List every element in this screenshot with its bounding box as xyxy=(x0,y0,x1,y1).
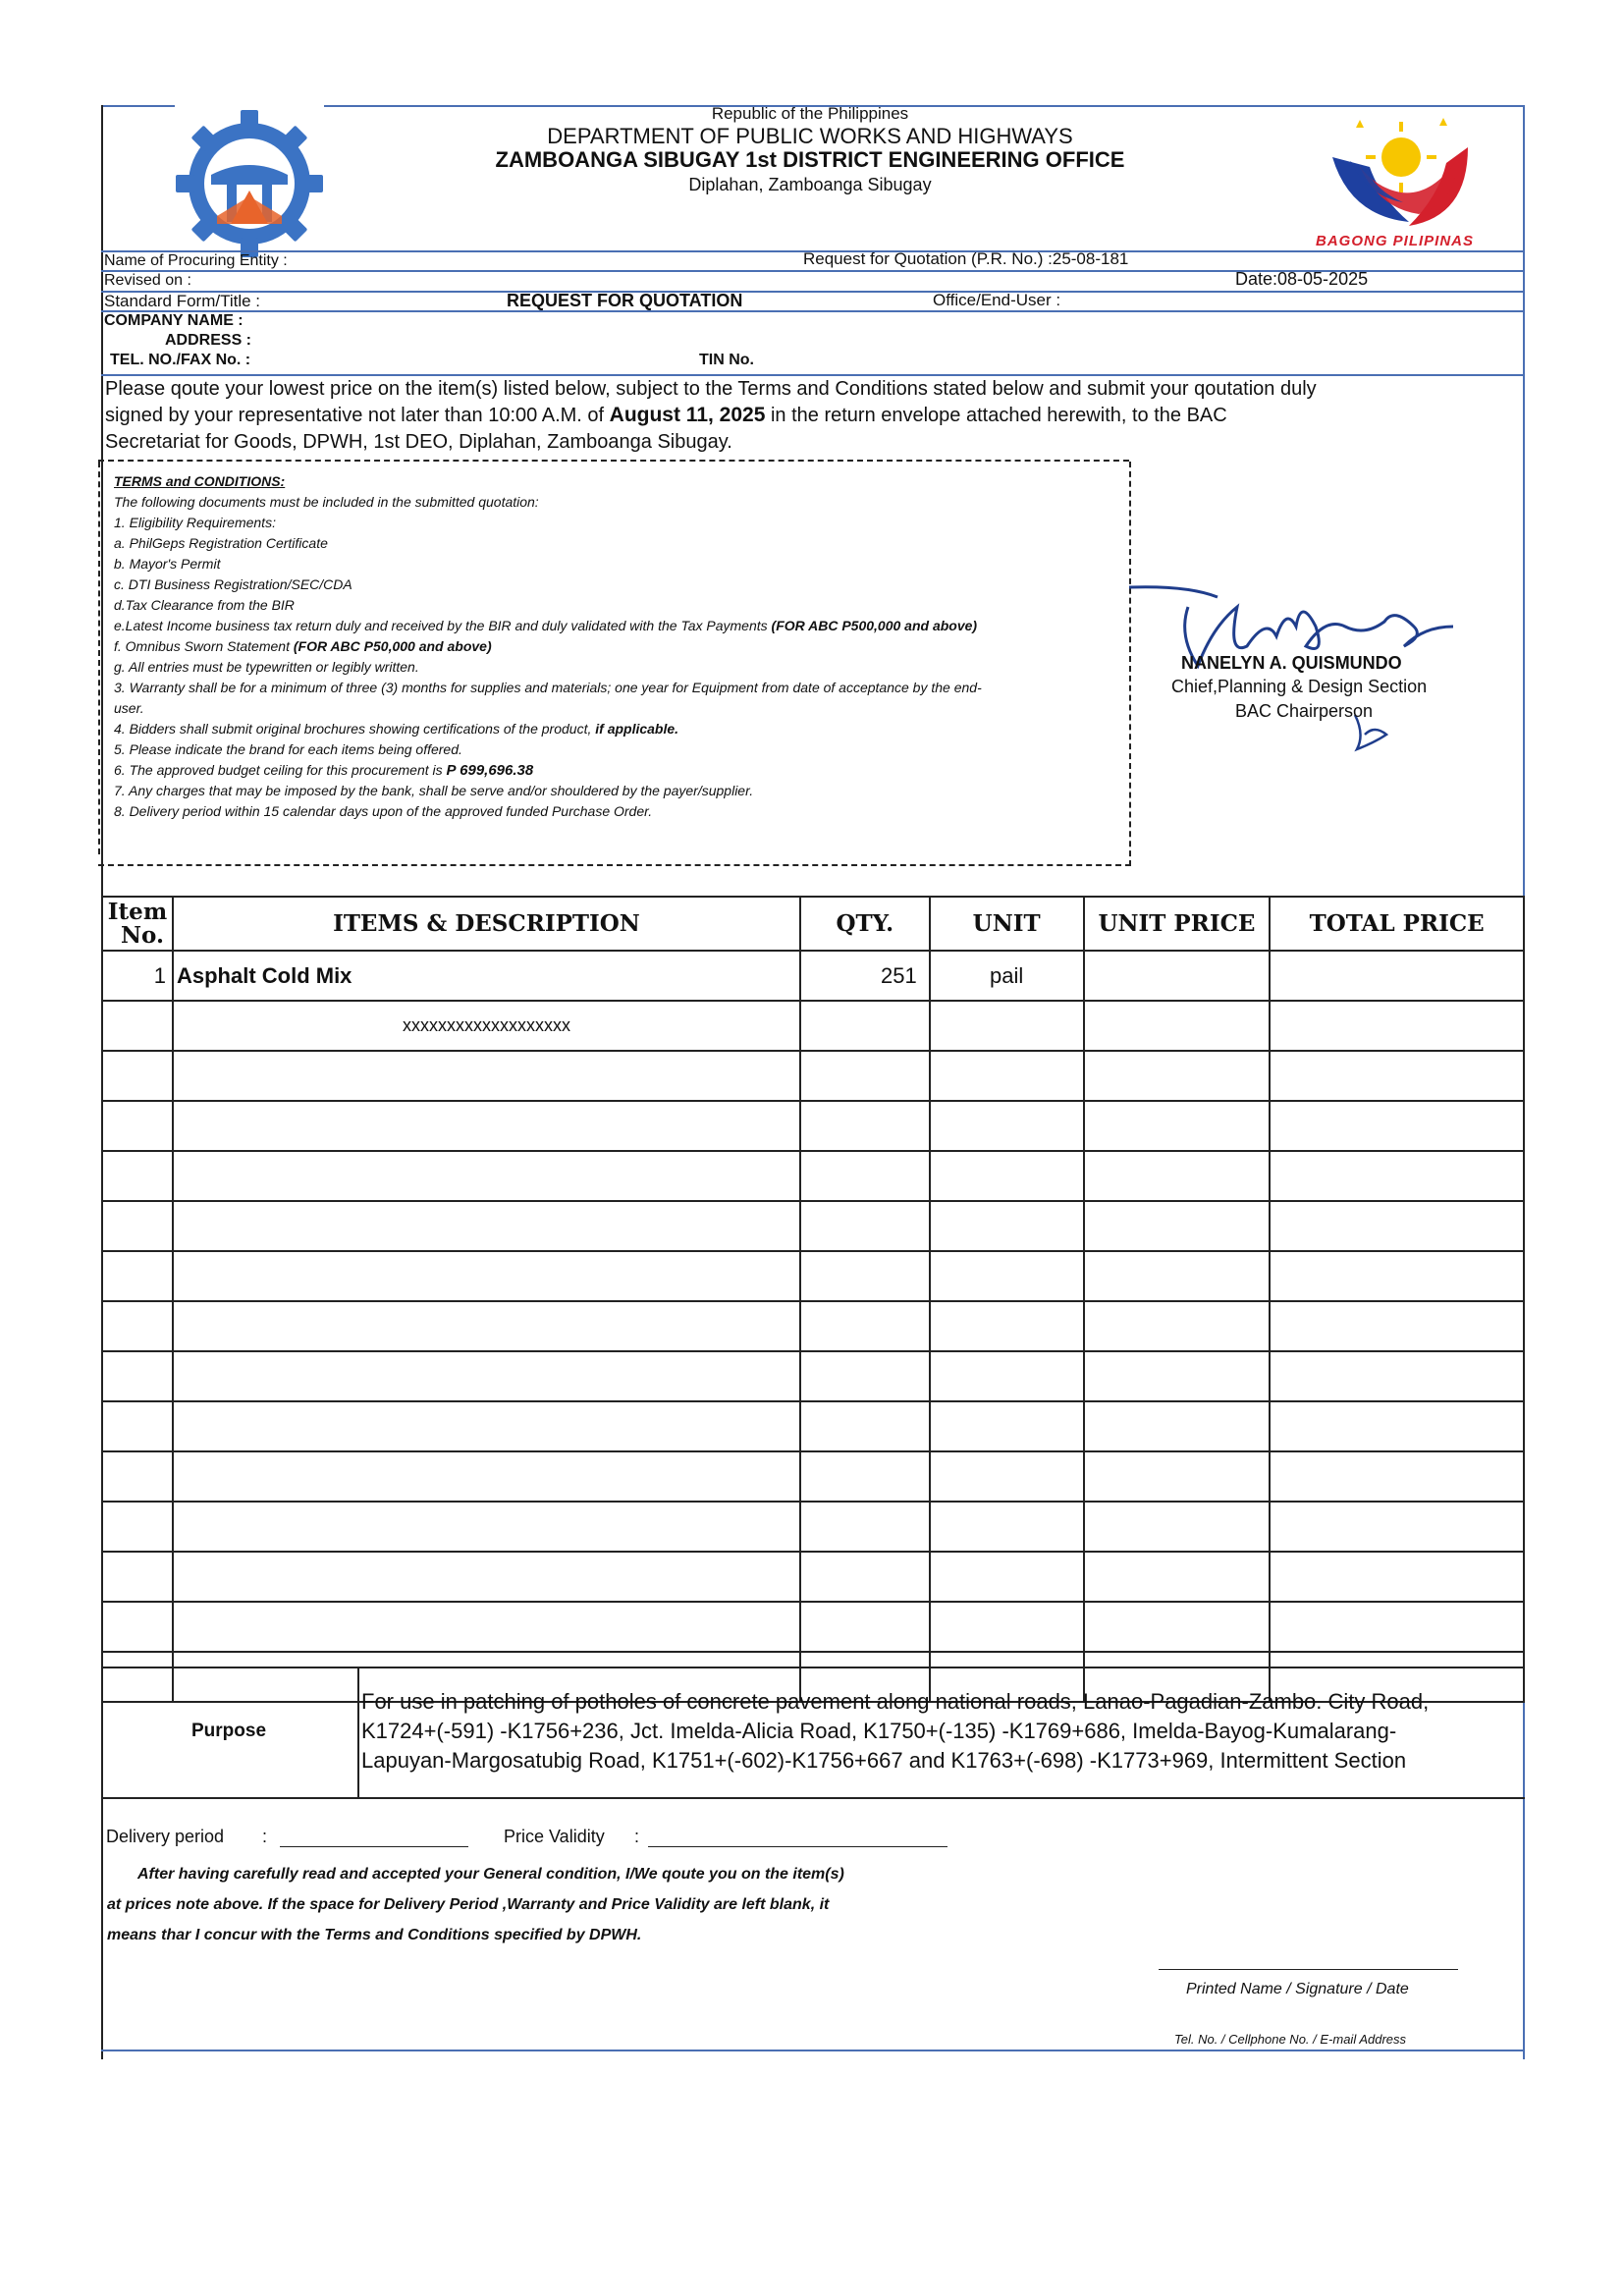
terms-line-6-bold: (FOR ABC P500,000 and above) xyxy=(771,618,978,633)
statement-line-1: After having carefully read and accepted your General condition, I/We qoute you on the item(s) xyxy=(137,1866,844,1883)
item-description-cell: xxxxxxxxxxxxxxxxxxx xyxy=(173,1001,800,1051)
unit-price-input[interactable] xyxy=(1084,1001,1271,1051)
col-header-description: ITEMS & DESCRIPTION xyxy=(173,897,800,951)
terms-line-8: g. All entries must be typewritten or legibly written. xyxy=(114,659,419,675)
terms-line-2: a. PhilGeps Registration Certificate xyxy=(114,535,328,551)
terms-line-13-text: 6. The approved budget ceiling for this procurement is xyxy=(114,762,443,778)
table-row xyxy=(102,1502,1524,1552)
item-description-cell xyxy=(173,1351,800,1401)
signatory-name: NANELYN A. QUISMUNDO xyxy=(1181,653,1402,673)
purpose-bottom-rule xyxy=(101,1797,1525,1799)
table-row xyxy=(102,1351,1524,1401)
statement-line-2: at prices note above. If the space for Delivery Period ,Warranty and Price Validity are left blank, it xyxy=(107,1896,830,1913)
price-validity-label: Price Validity xyxy=(504,1827,605,1846)
table-row xyxy=(102,1201,1524,1251)
total-price-input[interactable] xyxy=(1270,1552,1524,1602)
intro-line-2-pre: signed by your representative not later than 10:00 A.M. of xyxy=(105,405,610,426)
table-row xyxy=(102,1051,1524,1101)
item-description-cell xyxy=(173,1401,800,1451)
intro-deadline-date: August 11, 2025 xyxy=(609,404,766,426)
price-validity-field[interactable] xyxy=(648,1846,947,1847)
item-description-cell xyxy=(173,1301,800,1351)
terms-line-7 xyxy=(114,638,492,654)
item-no-cell xyxy=(102,1451,173,1502)
table-row xyxy=(102,1451,1524,1502)
bagong-pilipinas-text: BAGONG PILIPINAS xyxy=(1316,233,1475,249)
item-qty-cell xyxy=(800,1301,930,1351)
item-no-cell: 1 xyxy=(102,951,173,1001)
intro-line-2 xyxy=(105,404,1227,427)
item-description-cell xyxy=(173,1051,800,1101)
company-name-label: COMPANY NAME : xyxy=(104,312,244,329)
table-row xyxy=(102,1101,1524,1151)
item-description-cell xyxy=(173,1101,800,1151)
total-price-input[interactable] xyxy=(1270,1602,1524,1652)
item-description-cell xyxy=(173,1151,800,1201)
total-price-input[interactable] xyxy=(1270,1401,1524,1451)
item-unit-cell xyxy=(930,1301,1084,1351)
tin-label: TIN No. xyxy=(699,352,754,368)
unit-price-input[interactable] xyxy=(1084,1151,1271,1201)
item-unit-cell xyxy=(930,1552,1084,1602)
department-text: DEPARTMENT OF PUBLIC WORKS AND HIGHWAYS xyxy=(547,124,1073,148)
price-validity-colon: : xyxy=(634,1827,640,1846)
item-no-cell xyxy=(102,1251,173,1301)
item-qty-cell xyxy=(800,1351,930,1401)
table-header-row xyxy=(102,897,1524,951)
unit-price-input[interactable] xyxy=(1084,1301,1271,1351)
procuring-entity-label: Name of Procuring Entity : xyxy=(104,252,288,269)
unit-price-input[interactable] xyxy=(1084,1251,1271,1301)
terms-line-7-bold: (FOR ABC P50,000 and above) xyxy=(293,638,492,654)
col-header-item-1: Item xyxy=(107,898,168,925)
signature-line[interactable] xyxy=(1159,1969,1458,1970)
item-qty-cell: 251 xyxy=(800,951,930,1001)
table-row xyxy=(102,1251,1524,1301)
table-row xyxy=(102,1401,1524,1451)
item-no-cell xyxy=(102,1652,173,1702)
item-no-cell xyxy=(102,1552,173,1602)
item-qty-cell xyxy=(800,1101,930,1151)
terms-line-5: d.Tax Clearance from the BIR xyxy=(114,597,295,613)
terms-box-left-dash xyxy=(98,462,100,854)
item-unit-cell xyxy=(930,1151,1084,1201)
item-unit-cell xyxy=(930,1201,1084,1251)
row-rule-5 xyxy=(101,374,1525,376)
total-price-input[interactable] xyxy=(1270,1451,1524,1502)
item-qty-cell xyxy=(800,1451,930,1502)
item-qty-cell xyxy=(800,1552,930,1602)
item-description-cell xyxy=(173,1201,800,1251)
item-no-cell xyxy=(102,1051,173,1101)
total-price-input[interactable] xyxy=(1270,1001,1524,1051)
item-no-cell xyxy=(102,1351,173,1401)
intro-line-2-post: in the return envelope attached herewith, to the BAC xyxy=(765,405,1227,426)
terms-line-0: The following documents must be included in the submitted quotation: xyxy=(114,494,539,510)
purpose-divider xyxy=(357,1667,359,1799)
item-no-cell xyxy=(102,1101,173,1151)
item-description-cell xyxy=(173,1451,800,1502)
rfq-number-label: Request for Quotation (P.R. No.) :25-08-181 xyxy=(803,249,1129,268)
unit-price-input[interactable] xyxy=(1084,1051,1271,1101)
date-label: Date:08-05-2025 xyxy=(1235,269,1369,289)
col-header-item-2: No. xyxy=(121,921,164,949)
item-qty-cell xyxy=(800,1401,930,1451)
terms-line-10: user. xyxy=(114,700,144,716)
terms-line-11-bold: if applicable. xyxy=(595,721,679,737)
dpwh-logo-icon xyxy=(172,106,327,261)
bottom-border xyxy=(101,2050,1525,2051)
terms-line-12: 5. Please indicate the brand for each items being offered. xyxy=(114,741,462,757)
terms-title: TERMS and CONDITIONS: xyxy=(114,473,286,489)
item-description-cell xyxy=(173,1602,800,1652)
terms-line-13 xyxy=(114,762,533,779)
unit-price-input[interactable] xyxy=(1084,1451,1271,1502)
tel-fax-label: TEL. NO./FAX No. : xyxy=(110,352,251,368)
contact-label: Tel. No. / Cellphone No. / E-mail Address xyxy=(1174,2032,1407,2047)
col-header-item xyxy=(102,897,173,951)
total-price-input[interactable] xyxy=(1270,1201,1524,1251)
col-header-qty: QTY. xyxy=(800,897,930,951)
purpose-label: Purpose xyxy=(191,1721,267,1741)
unit-price-input[interactable] xyxy=(1084,951,1271,1001)
item-description-cell xyxy=(173,1502,800,1552)
item-unit-cell xyxy=(930,1051,1084,1101)
item-no-cell xyxy=(102,1401,173,1451)
item-qty-cell xyxy=(800,1201,930,1251)
intro-line-1: Please qoute your lowest price on the item(s) listed below, subject to the Terms and Conditions stated below and submit your qoutation duly xyxy=(105,378,1317,400)
total-price-input[interactable] xyxy=(1270,1351,1524,1401)
terms-line-7-text: f. Omnibus Sworn Statement xyxy=(114,638,290,654)
item-no-cell xyxy=(102,1001,173,1051)
standard-form-label: Standard Form/Title : xyxy=(104,292,261,310)
unit-price-input[interactable] xyxy=(1084,1101,1271,1151)
col-header-unit-price: UNIT PRICE xyxy=(1084,897,1271,951)
col-header-total-price: TOTAL PRICE xyxy=(1270,897,1524,951)
item-unit-cell xyxy=(930,1001,1084,1051)
item-qty-cell xyxy=(800,1051,930,1101)
item-no-cell xyxy=(102,1201,173,1251)
unit-price-input[interactable] xyxy=(1084,1602,1271,1652)
unit-price-input[interactable] xyxy=(1084,1401,1271,1451)
terms-line-6 xyxy=(114,618,977,633)
item-unit-cell xyxy=(930,1351,1084,1401)
terms-line-6-text: e.Latest Income business tax return duly and received by the BIR and duly validated with the Tax Payments xyxy=(114,618,768,633)
item-qty-cell xyxy=(800,1602,930,1652)
purpose-top-rule xyxy=(101,1667,1525,1668)
table-row xyxy=(102,1151,1524,1201)
unit-price-input[interactable] xyxy=(1084,1552,1271,1602)
office-end-user-label: Office/End-User : xyxy=(933,291,1061,309)
item-description-cell: Asphalt Cold Mix xyxy=(173,951,800,1001)
terms-line-9: 3. Warranty shall be for a minimum of three (3) months for supplies and materials; one year for Equipment from date of acceptance by the end- xyxy=(114,680,982,695)
item-no-cell xyxy=(102,1151,173,1201)
table-row xyxy=(102,951,1524,1001)
office-text: ZAMBOANGA SIBUGAY 1st DISTRICT ENGINEERING OFFICE xyxy=(495,147,1125,172)
item-qty-cell xyxy=(800,1001,930,1051)
terms-line-1: 1. Eligibility Requirements: xyxy=(114,515,276,530)
row-rule-4 xyxy=(101,310,1525,312)
terms-line-13-bold: P 699,696.38 xyxy=(446,762,534,779)
total-price-input[interactable] xyxy=(1270,1151,1524,1201)
terms-line-14: 7. Any charges that may be imposed by the bank, shall be serve and/or shouldered by the payer/supplier. xyxy=(114,783,754,798)
total-price-input[interactable] xyxy=(1270,1251,1524,1301)
item-unit-cell xyxy=(930,1502,1084,1552)
statement-line-3: means thar I concur with the Terms and Conditions specified by DPWH. xyxy=(107,1927,642,1943)
signatory-title-2: BAC Chairperson xyxy=(1235,701,1374,721)
items-table xyxy=(101,896,1525,1703)
item-unit-cell xyxy=(930,1451,1084,1502)
item-no-cell xyxy=(102,1301,173,1351)
item-description-cell xyxy=(173,1552,800,1602)
unit-price-input[interactable] xyxy=(1084,1351,1271,1401)
table-row xyxy=(102,1602,1524,1652)
total-price-input[interactable] xyxy=(1270,1101,1524,1151)
address-label: ADDRESS : xyxy=(165,332,252,349)
item-unit-cell xyxy=(930,1602,1084,1652)
bagong-pilipinas-logo-icon xyxy=(1321,98,1478,246)
republic-text: Republic of the Philippines xyxy=(711,104,909,123)
table-row xyxy=(102,1001,1524,1051)
unit-price-input[interactable] xyxy=(1084,1201,1271,1251)
printed-name-label: Printed Name / Signature / Date xyxy=(1186,1981,1409,1997)
row-rule-3 xyxy=(101,291,1525,293)
terms-line-4: c. DTI Business Registration/SEC/CDA xyxy=(114,576,352,592)
item-unit-cell xyxy=(930,1251,1084,1301)
total-price-input[interactable] xyxy=(1270,1051,1524,1101)
total-price-input[interactable] xyxy=(1270,1502,1524,1552)
delivery-period-field[interactable] xyxy=(280,1846,468,1847)
item-no-cell xyxy=(102,1502,173,1552)
item-unit-cell xyxy=(930,1101,1084,1151)
unit-price-input[interactable] xyxy=(1084,1502,1271,1552)
form-title: REQUEST FOR QUOTATION xyxy=(507,291,743,310)
total-price-input[interactable] xyxy=(1270,1301,1524,1351)
item-qty-cell xyxy=(800,1251,930,1301)
terms-line-11 xyxy=(114,721,678,737)
intro-line-3: Secretariat for Goods, DPWH, 1st DEO, Diplahan, Zamboanga Sibugay. xyxy=(105,431,732,453)
purpose-line-1: For use in patching of potholes of concrete pavement along national roads, Lanao-Pagadian-Zambo. City Road, xyxy=(361,1689,1430,1714)
table-row xyxy=(102,1552,1524,1602)
item-qty-cell xyxy=(800,1502,930,1552)
terms-line-3: b. Mayor's Permit xyxy=(114,556,221,572)
revised-on-label: Revised on : xyxy=(104,272,191,289)
purpose-line-3: Lapuyan-Margosatubig Road, K1751+(-602)-K1756+667 and K1763+(-698) -K1773+969, Intermittent Section xyxy=(361,1748,1407,1773)
item-no-cell xyxy=(102,1602,173,1652)
terms-line-15: 8. Delivery period within 15 calendar days upon of the approved funded Purchase Order. xyxy=(114,803,653,819)
top-rule-left xyxy=(101,105,175,107)
item-unit-cell xyxy=(930,1401,1084,1451)
terms-line-11-text: 4. Bidders shall submit original brochures showing certifications of the product, xyxy=(114,721,592,737)
col-header-unit: UNIT xyxy=(930,897,1084,951)
item-qty-cell xyxy=(800,1151,930,1201)
table-row xyxy=(102,1301,1524,1351)
signatory-title-1: Chief,Planning & Design Section xyxy=(1171,677,1428,696)
delivery-period-colon: : xyxy=(262,1827,268,1846)
delivery-period-label: Delivery period xyxy=(106,1827,225,1846)
total-price-input[interactable] xyxy=(1270,951,1524,1001)
location-text: Diplahan, Zamboanga Sibugay xyxy=(688,175,932,194)
purpose-line-2: K1724+(-591) -K1756+236, Jct. Imelda-Alicia Road, K1750+(-135) -K1769+686, Imelda-Bayog-Kumalarang- xyxy=(361,1719,1397,1743)
item-description-cell xyxy=(173,1251,800,1301)
item-unit-cell: pail xyxy=(930,951,1084,1001)
